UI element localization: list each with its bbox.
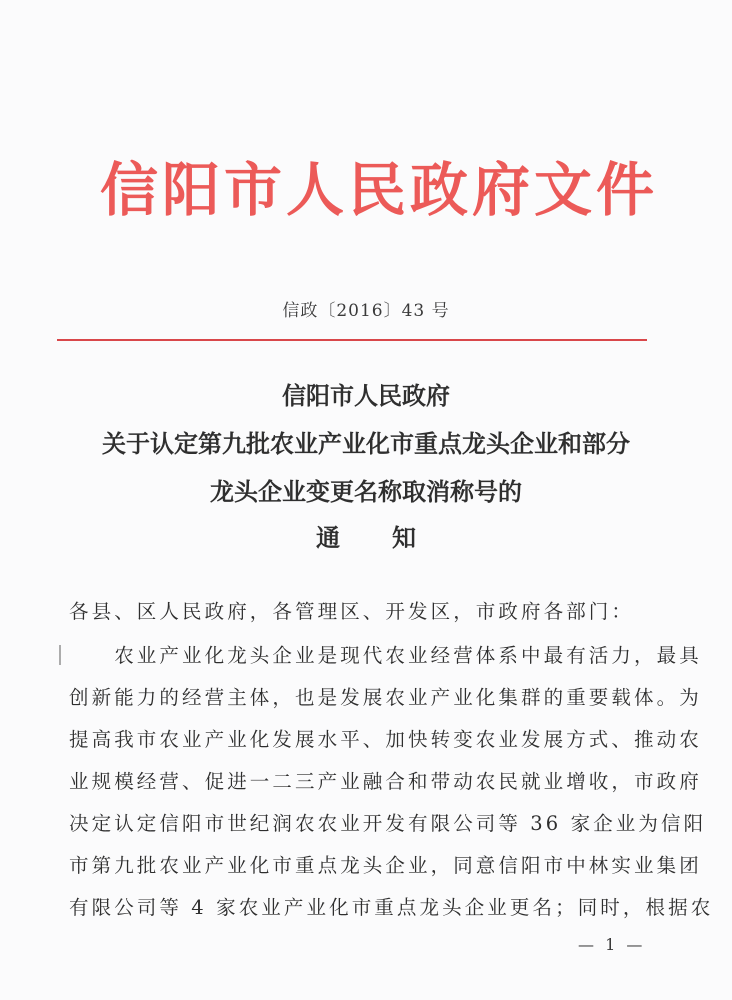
red-divider-rule: [57, 339, 647, 341]
scan-artifact-mark: [59, 645, 61, 665]
notice-label: [0, 518, 732, 553]
notice-label-char-2: 知: [392, 523, 416, 552]
page-number: — 1 —: [578, 935, 646, 954]
notice-label-char-1: 通: [316, 523, 340, 552]
addressee-line: 各县、区人民政府，各管理区、开发区，市政府各部门：: [69, 600, 635, 623]
body-line: 有限公司等 4 家农业产业化市重点龙头企业更名；同时，根据农: [69, 896, 714, 919]
red-header-title: 信阳市人民政府文件: [100, 156, 659, 224]
body-line: 决定认定信阳市世纪润农农业开发有限公司等 36 家企业为信阳: [69, 812, 707, 835]
body-line: 提高我市农业产业化发展水平、加快转变农业发展方式、推动农: [69, 728, 702, 751]
title-line-subject-1: 关于认定第九批农业产业化市重点龙头企业和部分: [102, 429, 630, 458]
body-line: 市第九批农业产业化市重点龙头企业，同意信阳市中林实业集团: [69, 854, 702, 877]
body-line: 创新能力的经营主体，也是发展农业产业化集群的重要载体。为: [69, 686, 702, 709]
body-line: 业规模经营、促进一二三产业融合和带动农民就业增收，市政府: [69, 770, 702, 793]
document-number: 信政〔2016〕43 号: [282, 301, 450, 321]
body-line: 农业产业化龙头企业是现代农业经营体系中最有活力，最具: [69, 644, 702, 667]
title-line-subject-2: 龙头企业变更名称取消称号的: [210, 477, 522, 506]
title-line-issuer: 信阳市人民政府: [282, 381, 450, 410]
